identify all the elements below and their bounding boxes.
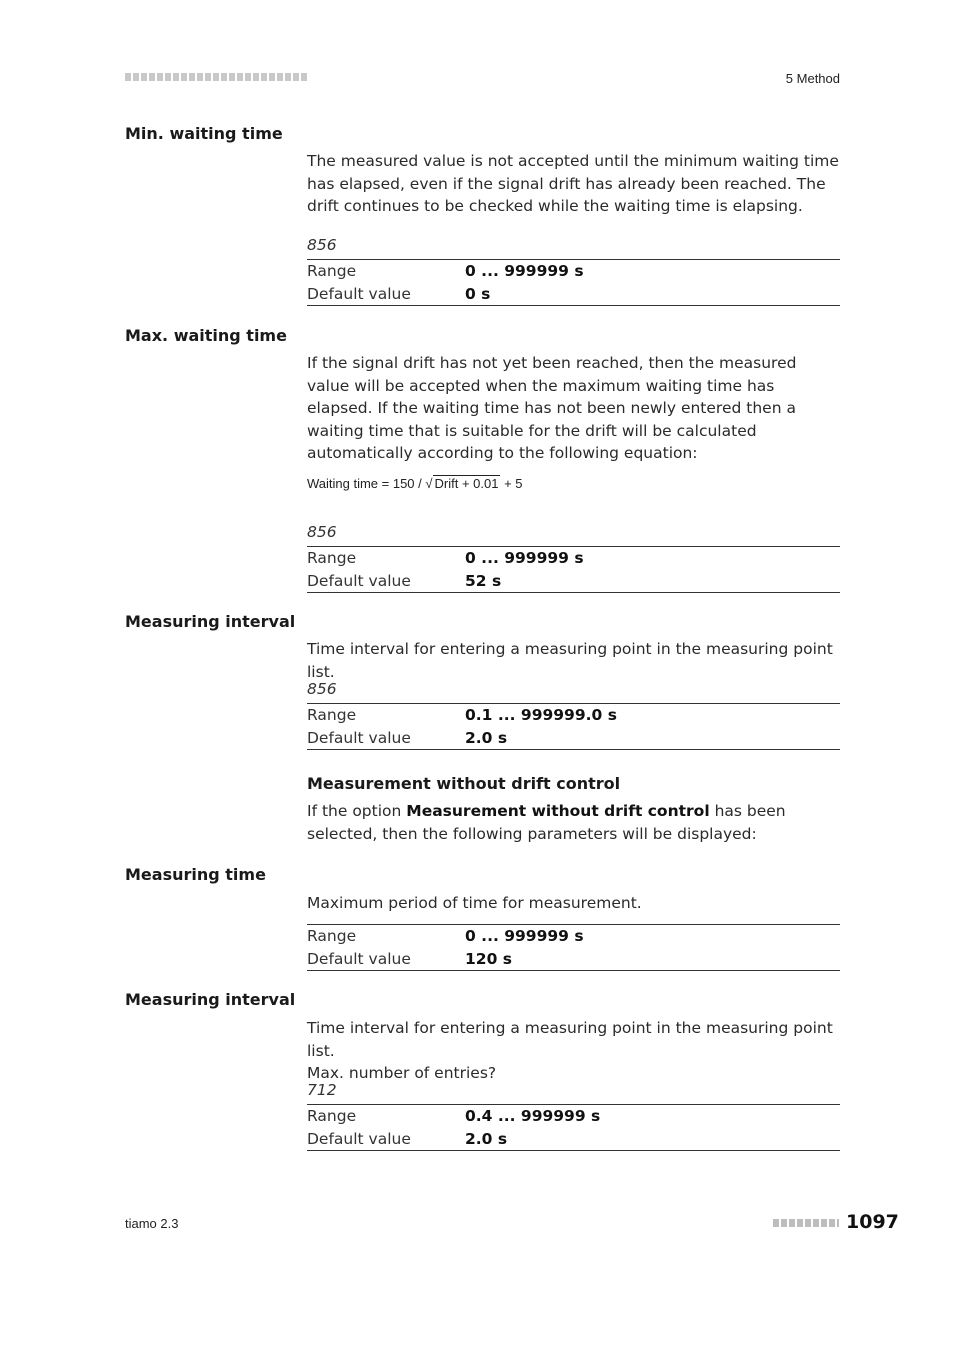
default-value: 2.0 s — [465, 1129, 508, 1148]
subheading-without-drift-control: Measurement without drift control — [307, 774, 621, 793]
default-label: Default value — [307, 571, 411, 590]
table-label: 856 — [307, 680, 337, 698]
text-pre: If the option — [307, 802, 407, 820]
description-line-1: Time interval for entering a measuring point in the measuring point list. — [307, 1019, 833, 1060]
page-number: 1097 — [846, 1211, 899, 1233]
default-value: 120 s — [465, 949, 512, 968]
chapter-title: 5 Method — [785, 71, 840, 86]
default-label: Default value — [307, 728, 411, 747]
default-label: Default value — [307, 949, 411, 968]
table-row-range — [307, 925, 840, 948]
section-title-max-waiting-time: Max. waiting time — [125, 326, 287, 345]
table-row-range — [307, 704, 840, 727]
default-value: 2.0 s — [465, 728, 508, 747]
min-waiting-time-description: The measured value is not accepted until the minimum waiting time has elapsed, even if the signal drift has already been reached. The drift continues to be checked while the waiting time is elapsing. — [307, 152, 839, 215]
measuring-time-description: Maximum period of time for measurement. — [307, 894, 642, 912]
default-label: Default value — [307, 1129, 411, 1148]
measuring-interval-description: Time interval for entering a measuring point in the measuring point list. — [307, 640, 833, 681]
default-value: 0 s — [465, 284, 491, 303]
measuring-interval-2-table — [307, 1104, 840, 1151]
formula-suffix: + 5 — [500, 476, 523, 491]
range-label: Range — [307, 549, 357, 567]
range-value: 0 ... 999999 s — [465, 927, 584, 945]
section-title-measuring-interval: Measuring interval — [125, 612, 296, 631]
min-waiting-time-table — [307, 259, 840, 306]
text-post: has been selected, then the following parameters will be displayed: — [307, 802, 786, 843]
default-value: 52 s — [465, 571, 502, 590]
option-name: Measurement without drift control — [406, 802, 710, 820]
table-row-default — [307, 570, 840, 593]
table-row-default — [307, 283, 840, 306]
section-title-min-waiting-time: Min. waiting time — [125, 124, 283, 143]
footer-decoration — [773, 1219, 839, 1227]
measuring-interval-table — [307, 703, 840, 750]
description-line-2: Max. number of entries? — [307, 1064, 497, 1082]
table-row-range — [307, 547, 840, 570]
table-row-range — [307, 1105, 840, 1128]
range-value: 0 ... 999999 s — [465, 262, 584, 280]
measuring-time-table — [307, 924, 840, 971]
footer-product: tiamo 2.3 — [125, 1216, 179, 1231]
range-label: Range — [307, 1107, 357, 1125]
measuring-interval-2-description — [307, 1017, 842, 1085]
formula-radicand: Drift + 0.01 — [434, 476, 499, 491]
header-decoration — [125, 73, 307, 81]
section-title-measuring-interval-2: Measuring interval — [125, 990, 296, 1009]
table-row-range — [307, 260, 840, 283]
sqrt-symbol: √ — [425, 476, 433, 491]
table-row-default — [307, 727, 840, 750]
table-row-default — [307, 1128, 840, 1151]
max-waiting-time-description: If the signal drift has not yet been reached, then the measured value will be accepted when the maximum waiting time has elapsed. If the waiting time has not been newly entered then a waiting time that is suitable for the drift will be calculated automatically according to the following equation: — [307, 354, 797, 462]
table-row-default — [307, 948, 840, 971]
section-title-measuring-time: Measuring time — [125, 865, 266, 884]
max-waiting-time-table — [307, 546, 840, 593]
range-label: Range — [307, 927, 357, 945]
range-value: 0.4 ... 999999 s — [465, 1107, 601, 1125]
formula-prefix: Waiting time = 150 / — [307, 476, 426, 491]
range-value: 0 ... 999999 s — [465, 549, 584, 567]
default-label: Default value — [307, 284, 411, 303]
range-label: Range — [307, 706, 357, 724]
table-label: 712 — [307, 1081, 337, 1099]
table-label: 856 — [307, 236, 337, 254]
waiting-time-formula — [307, 476, 523, 491]
range-value: 0.1 ... 999999.0 s — [465, 706, 617, 724]
range-label: Range — [307, 262, 357, 280]
table-label: 856 — [307, 523, 337, 541]
without-drift-control-description — [307, 800, 842, 845]
